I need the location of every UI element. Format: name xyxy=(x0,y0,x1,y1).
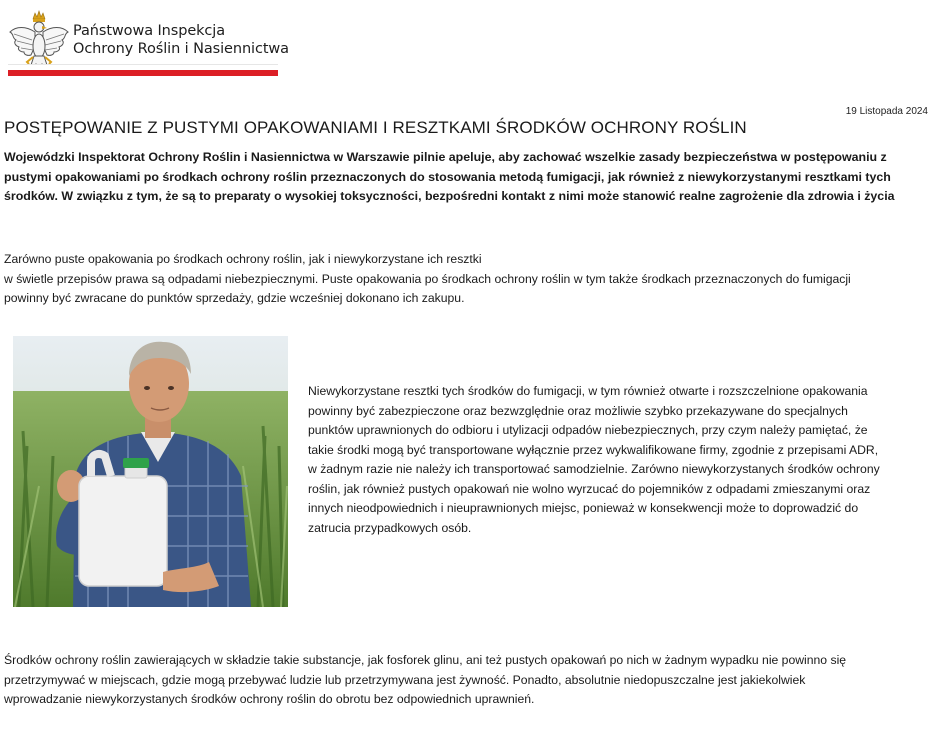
paragraph-2 xyxy=(308,382,928,538)
paragraph-3-line: Środków ochrony roślin zawierających w składzie takie substancje, jak fosforek glinu, ani też pustych opakowań po nich w żadnym wypadku nie powinno się xyxy=(4,653,847,667)
header xyxy=(8,8,289,80)
farmer-with-canister-photo xyxy=(13,336,288,607)
paragraph-2-line: zatrucia przypadkowych osób. xyxy=(308,520,472,535)
paragraph-1 xyxy=(4,250,932,309)
paragraph-2-line: punktów uprawnionych do odbioru i utylizacji odpadów niebezpiecznych, przy czym należy pamiętać, że xyxy=(308,423,868,437)
paragraph-1-line: powinny być zwracane do punktów sprzedaży, gdzie wcześniej dokonano ich zakupu. xyxy=(4,291,465,305)
paragraph-3-line: wprowadzanie niewykorzystanych środków ochrony roślin do obrotu bez odpowiednich uprawnień. xyxy=(4,692,535,706)
paragraph-2-line: roślin, jak również pustych opakowań nie wolno wyrzucać do pojemników z odpadami zmieszanymi oraz xyxy=(308,481,871,496)
paragraph-1-line: w świetle przepisów prawa są odpadami niebezpiecznymi. Puste opakowania po środkach ochrony roślin w tym także środkach przeznaczonych do fumigacji xyxy=(4,271,851,286)
paragraph-2-line: w żadnym razie nie należy ich transportować samodzielnie. Zarówno niewykorzystanych środków ochrony xyxy=(308,462,880,476)
article-lead: Wojewódzki Inspektorat Ochrony Roślin i Nasiennictwa w Warszawie pilnie apeluje, aby zachować wszelkie zasady bezpieczeństwa w postępowaniu z pustymi opakowaniami po środkach ochrony roślin przeznaczonych do stosowania metodą fumigacji, jak również z niewykorzystanymi resztkami tych środków. W związku z tym, że są to preparaty o wysokiej toksyczności, bezpośredni kontakt z nimi może stanowić realne zagrożenie dla zdrowia i życia xyxy=(4,150,895,203)
paragraph-2-line: Niewykorzystane resztki tych środków do fumigacji, w tym również otwarte i rozszczelnione opakowania xyxy=(308,384,868,398)
paragraph-2-line: takie środki mogą być transportowane wyłącznie przez wykwalifikowane firmy, zgodnie z przepisami ADR, xyxy=(308,442,879,457)
paragraph-2-line: innych nieodpowiednich i nieuprawnionych miejsc, ponieważ w konsekwencji może to doprowadzić do xyxy=(308,501,859,515)
paragraph-3-line: przetrzymywać w miejscach, gdzie mogą przebywać ludzie lub przetrzymywana jest żywność. Ponadto, absolutnie niedopuszczalne jest jakiekolwiek xyxy=(4,672,806,687)
flag-stripe-red xyxy=(8,70,278,76)
paragraph-2-line: powinny być zabezpieczone oraz bezwzględnie oraz możliwie szybko przekazywane do specjalnych xyxy=(308,403,848,418)
article-title: POSTĘPOWANIE Z PUSTYMI OPAKOWANIAMI I RESZTKAMI ŚRODKÓW OCHRONY ROŚLIN xyxy=(4,118,747,137)
paragraph-3 xyxy=(4,651,932,710)
org-name-line-2: Ochrony Roślin i Nasiennictwa xyxy=(73,41,289,57)
org-name-line-1: Państwowa Inspekcja xyxy=(73,23,226,39)
paragraph-1-line: Zarówno puste opakowania po środkach ochrony roślin, jak i niewykorzystane ich resztki xyxy=(4,252,482,266)
article-date: 19 Listopada 2024 xyxy=(845,106,928,117)
